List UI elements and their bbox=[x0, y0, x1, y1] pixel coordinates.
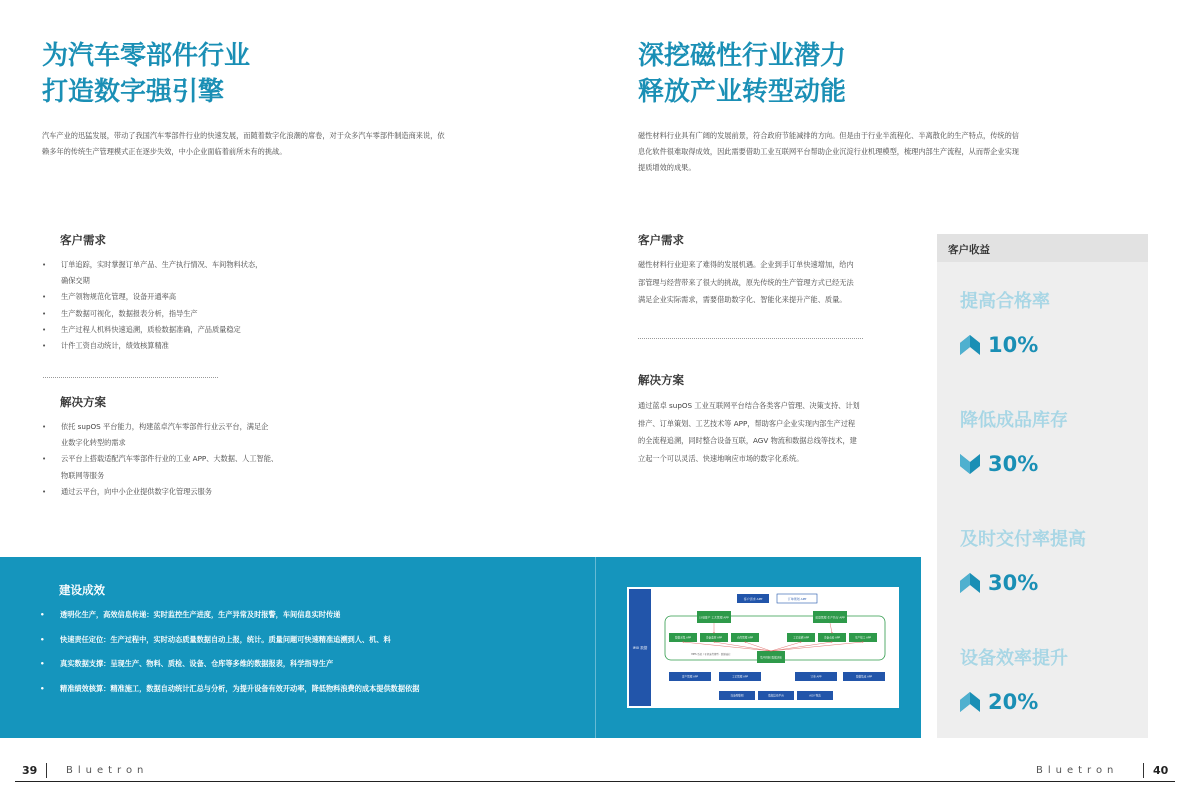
chevron-up-icon bbox=[960, 572, 980, 594]
right-title bbox=[638, 38, 846, 110]
left-needs-list bbox=[42, 257, 322, 354]
diagram-row2-label: 数据集成 APP bbox=[855, 675, 873, 679]
brand-name-right: Bluetron bbox=[1036, 765, 1119, 776]
footer-separator-left bbox=[46, 763, 47, 778]
diagram-top-box-2-label: 订单策划 APP bbox=[787, 597, 807, 601]
right-needs-line-3: 满足企业实际需求，需要借助数字化、智能化来提升产能、质量。 bbox=[638, 295, 847, 304]
results-heading: 建设成效 bbox=[59, 583, 105, 597]
architecture-diagram-svg bbox=[627, 587, 899, 708]
list-item: • 计件工资自动统计，绩效核算精准 bbox=[42, 338, 322, 354]
diagram-row2-label: 工艺管理 APP bbox=[731, 675, 749, 679]
right-needs-line-2: 部管理与经营带来了很大的挑战，原先传统的生产管理方式已经无法 bbox=[638, 277, 854, 287]
brand-name-left: Bluetron bbox=[66, 765, 149, 776]
left-solution-list bbox=[42, 419, 322, 500]
list-item: • 精准绩效核算：精准施工，数据自动统计汇总与分析，为提升设备有效开动率，降低物料浪费的成本提供数据依据 bbox=[40, 683, 419, 708]
chevron-up-icon bbox=[960, 691, 980, 713]
left-title-line-1: 为汽车零部件行业 bbox=[42, 41, 251, 71]
left-solution-heading: 解决方案 bbox=[60, 395, 106, 409]
left-title-line-2: 打造数字强引擎 bbox=[42, 77, 225, 107]
diagram-side-label: IM0 数据 bbox=[632, 646, 648, 650]
benefit-value-4: 20% bbox=[988, 690, 1039, 714]
list-item: • 真实数据支撑：呈现生产、物料、质检、设备、仓库等多维的数据报表，科学指导生产 bbox=[40, 658, 419, 683]
diagram-mid-box-2-label: 质量管理 生产执行 APP bbox=[815, 615, 845, 620]
diagram-row1-label: 仓库管理 APP bbox=[736, 636, 754, 640]
diagram-row1-label: 生产报工 APP bbox=[854, 636, 872, 640]
footer-rule bbox=[15, 781, 1175, 782]
list-item-continued: 确保交期 bbox=[61, 276, 90, 286]
right-title-line-2: 释放产业转型动能 bbox=[638, 77, 847, 107]
right-solution-line-3: 的全流程追溯，同时整合设备互联，AGV 物流和数据总线等技术，建 bbox=[638, 436, 857, 445]
left-intro bbox=[42, 128, 512, 160]
diagram-row3-label: 数据总线平台 bbox=[768, 694, 784, 698]
right-solution-line-1: 通过蓝卓 supOS 工业互联网平台结合各类客户管理、决策支持、计划 bbox=[638, 401, 860, 410]
list-item: • 订单追踪，实时掌握订单产品、生产执行情况、车间物料状态， bbox=[42, 257, 322, 273]
diagram-center-box-label: 集中控制 数据决策 bbox=[760, 656, 782, 660]
list-item: • 生产过程人机料快速追溯，质检数据准确，产品质量稳定 bbox=[42, 322, 322, 338]
page-number-right: 40 bbox=[1153, 764, 1169, 777]
architecture-diagram bbox=[627, 587, 899, 708]
benefits-panel-header bbox=[937, 234, 1148, 262]
diagram-row2-label: 客户管理 APP bbox=[681, 675, 699, 679]
right-needs-text bbox=[638, 256, 898, 309]
diagram-row2 bbox=[669, 672, 885, 681]
diagram-row1 bbox=[669, 633, 877, 642]
right-intro bbox=[638, 128, 1078, 176]
right-intro-line-1: 磁性材料行业具有广阔的发展前景，符合政府节能减排的方向。但是由于行业半流程化、半离散化的生产特点，传统的信 bbox=[638, 131, 1019, 140]
right-solution-heading: 解决方案 bbox=[638, 373, 684, 387]
benefit-label-4: 设备效率提升 bbox=[960, 648, 1068, 669]
list-item: • 快速责任定位：生产过程中，实时动态质量数据自动上报，统计。质量问题可快速精准追溯到人、机、料 bbox=[40, 634, 419, 659]
diagram-row1-label: 工艺追溯 APP bbox=[792, 636, 810, 640]
benefits-title: 客户收益 bbox=[948, 244, 990, 256]
benefit-value-2: 30% bbox=[988, 452, 1039, 476]
diagram-mid-box-1-label: 计划排产 工艺管理 APP bbox=[699, 615, 729, 620]
left-divider bbox=[43, 377, 218, 378]
right-title-line-1: 深挖磁性行业潜力 bbox=[638, 41, 847, 71]
list-item: • 生产领物规范化管理，设备开通率高 bbox=[42, 289, 322, 305]
page-number-left: 39 bbox=[22, 764, 38, 777]
chevron-down-icon bbox=[960, 453, 980, 475]
list-item-continued: 业数字化转型的需求 bbox=[61, 438, 126, 448]
diagram-row2-label: 订单 APP bbox=[810, 675, 822, 679]
benefit-value-1: 10% bbox=[988, 333, 1039, 357]
benefit-value-3: 30% bbox=[988, 571, 1039, 595]
right-needs-line-1: 磁性材料行业迎来了难得的发展机遇。企业到手订单快速增加，给内 bbox=[638, 260, 854, 269]
list-item: • 依托 supOS 平台能力，构建蓝卓汽车零部件行业云平台，满足企 bbox=[42, 419, 322, 435]
benefit-label-1: 提高合格率 bbox=[960, 291, 1050, 312]
results-list bbox=[40, 609, 419, 707]
right-needs-heading: 客户需求 bbox=[638, 233, 684, 247]
right-intro-line-2: 息化软件很难取得成效，因此需要借助工业互联网平台帮助企业沉淀行业机理模型，梳理内部生产流程，从而帮企业实现 bbox=[638, 147, 1019, 156]
right-intro-line-3: 提质增效的成果。 bbox=[638, 163, 696, 172]
chevron-up-icon bbox=[960, 334, 980, 356]
diagram-row3 bbox=[719, 691, 833, 700]
left-needs-heading: 客户需求 bbox=[60, 233, 106, 247]
list-item: • 云平台上搭载适配汽车零部件行业的工业 APP、大数据、人工智能、 bbox=[42, 451, 322, 467]
diagram-row1-label: 设备点检 APP bbox=[823, 636, 841, 640]
right-solution-line-4: 立起一个可以灵活、快速地响应市场的数字化系统。 bbox=[638, 453, 804, 463]
left-intro-line-1: 汽车产业的迅猛发展，带动了我国汽车零部件行业的快速发展，而随着数字化浪潮的席卷，对于众多汽车零部件制造商来说，依 bbox=[42, 131, 445, 140]
diagram-row1-label: 数据采集 APP bbox=[674, 636, 692, 640]
diagram-row1-label: 设备监控 APP bbox=[705, 636, 723, 640]
left-intro-line-2: 赖多年的传统生产管理模式正在逐步失效，中小企业面临着前所未有的挑战。 bbox=[42, 147, 287, 156]
list-item: • 透明化生产，高效信息传递：实时监控生产进度，生产异常及时报警，车间信息实时传递 bbox=[40, 609, 419, 634]
left-title bbox=[42, 38, 250, 110]
list-item: • 生产数据可视化，数据报表分析，指导生产 bbox=[42, 306, 322, 322]
band-divider bbox=[595, 557, 596, 738]
list-item: • 通过云平台，向中小企业提供数字化管理云服务 bbox=[42, 484, 322, 500]
benefit-label-2: 降低成品库存 bbox=[960, 410, 1068, 431]
benefits-panel bbox=[937, 234, 1148, 738]
list-item-continued: 物联网等服务 bbox=[61, 470, 105, 480]
benefit-label-3: 及时交付率提高 bbox=[960, 529, 1086, 550]
results-band bbox=[0, 557, 921, 738]
diagram-top-box-1-label: 客户需求 APP bbox=[743, 597, 763, 601]
diagram-center-text: MES 系统 / 业务流程模型 · 数据流转 bbox=[691, 653, 731, 656]
footer-separator-right bbox=[1143, 763, 1144, 778]
diagram-row3-label: 设备物联网 bbox=[730, 694, 744, 698]
diagram-row3-label: AGV 物流 bbox=[809, 694, 821, 698]
right-solution-line-2: 排产、订单策划、工艺技术等 APP，帮助客户企业实现内部生产过程 bbox=[638, 418, 856, 428]
right-divider bbox=[638, 338, 863, 339]
right-solution-text bbox=[638, 397, 898, 467]
